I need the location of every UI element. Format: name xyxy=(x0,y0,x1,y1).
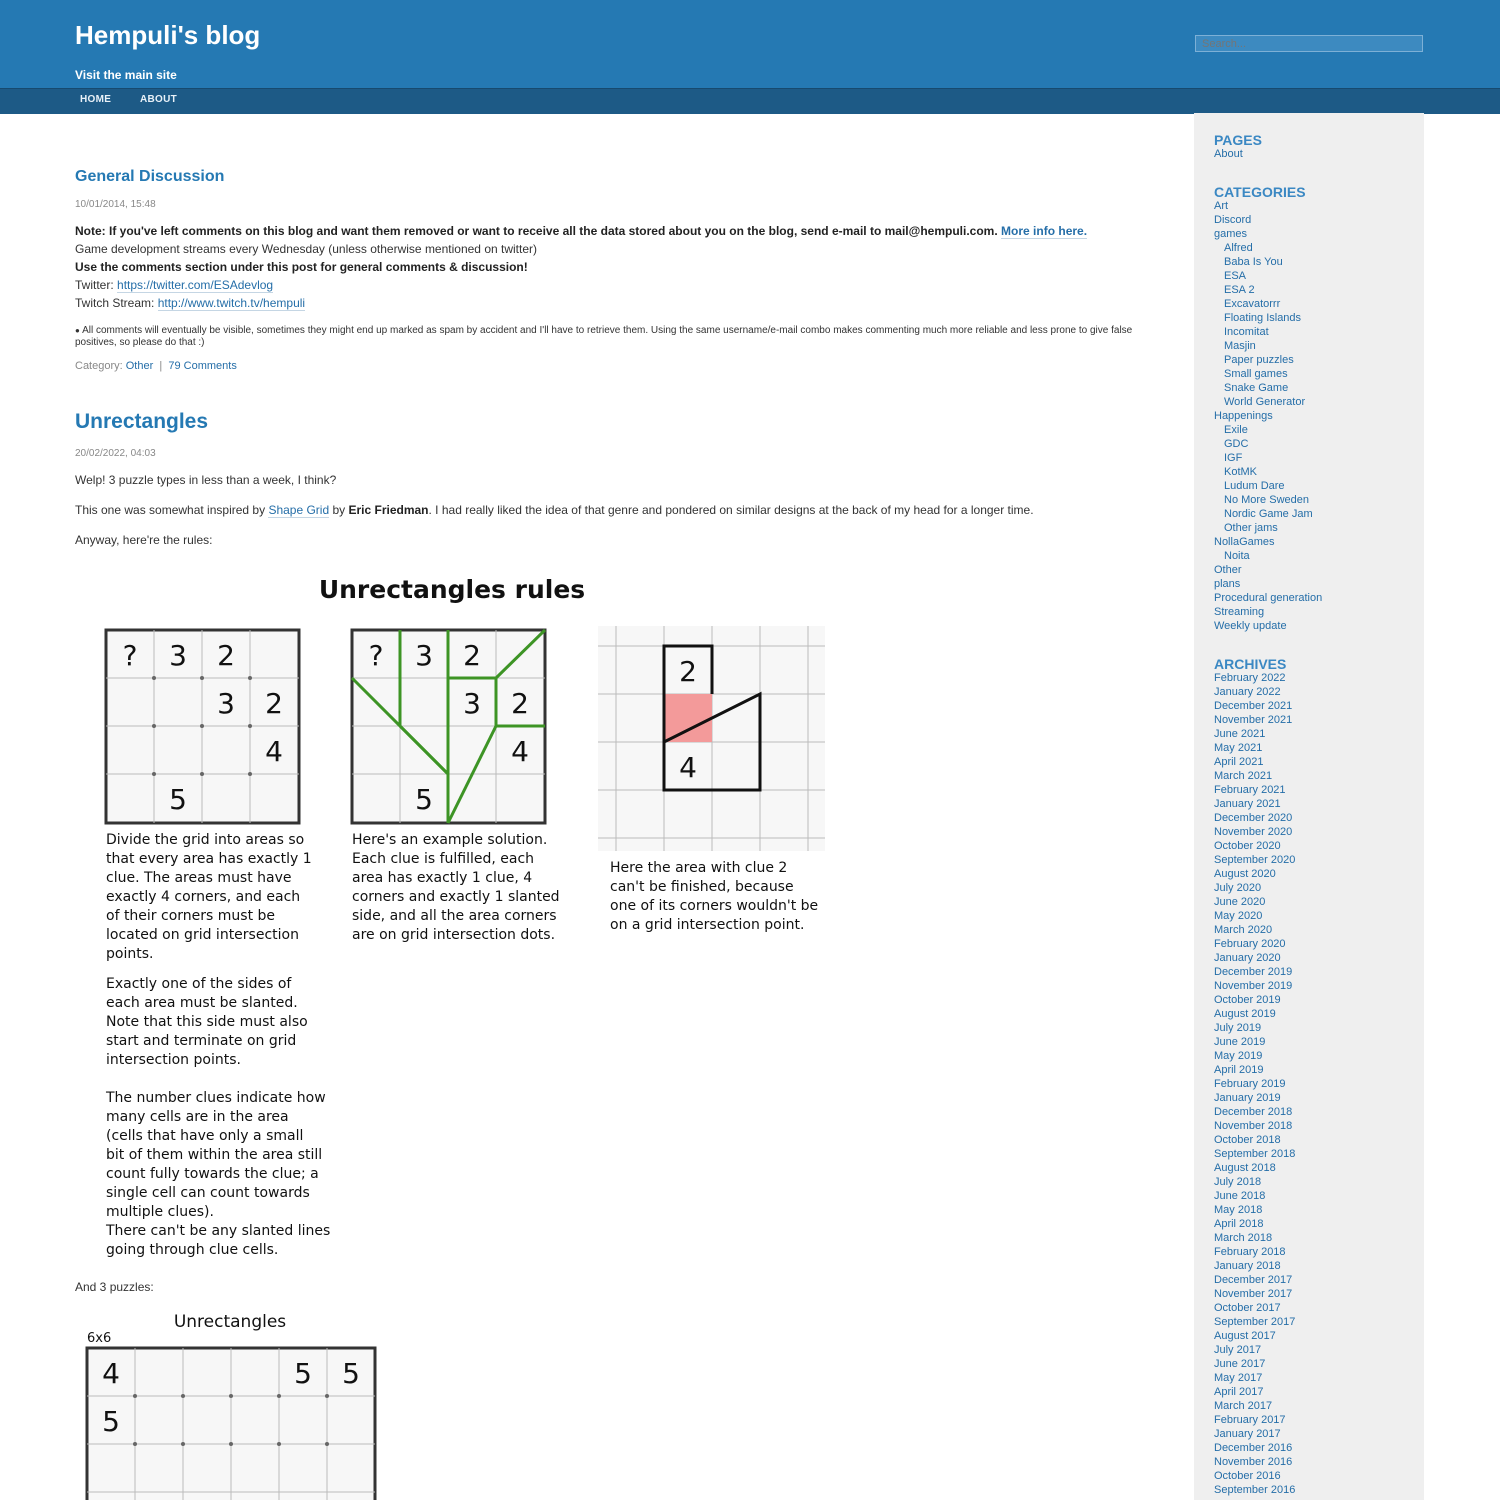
sidebar-category-link[interactable]: GDC xyxy=(1224,438,1249,450)
sidebar-archive-link[interactable]: July 2018 xyxy=(1214,1176,1262,1188)
post-paragraph: Anyway, here're the rules: xyxy=(75,533,213,547)
site-title[interactable]: Hempuli's blog xyxy=(75,20,261,50)
clue: 3 xyxy=(415,639,433,672)
sidebar-archive-link[interactable]: June 2019 xyxy=(1214,1036,1266,1048)
twitter-link[interactable]: https://twitter.com/ESAdevlog xyxy=(117,278,274,292)
sidebar-archive-link[interactable]: January 2017 xyxy=(1214,1428,1281,1440)
sidebar-archive-link[interactable]: August 2019 xyxy=(1214,1008,1276,1020)
clue: 5 xyxy=(102,1405,120,1438)
sidebar-category-link[interactable]: plans xyxy=(1214,578,1241,590)
nav-about[interactable]: ABOUT xyxy=(140,94,178,105)
clue: 2 xyxy=(265,687,283,720)
sidebar-archive-link[interactable]: February 2021 xyxy=(1214,784,1286,796)
sidebar-archive-link[interactable]: September 2017 xyxy=(1214,1316,1296,1328)
sidebar-category-link[interactable]: Snake Game xyxy=(1224,382,1289,394)
sidebar-archive-link[interactable]: May 2019 xyxy=(1214,1050,1263,1062)
sidebar-archive-link[interactable]: February 2022 xyxy=(1214,672,1286,684)
sidebar-category-link[interactable]: Art xyxy=(1214,200,1229,212)
sidebar-archive-link[interactable]: November 2019 xyxy=(1214,980,1293,992)
sidebar-category-link[interactable]: Exile xyxy=(1224,424,1248,436)
twitter-line: Twitter: https://twitter.com/ESAdevlog xyxy=(75,278,274,292)
sidebar-archive-link[interactable]: February 2019 xyxy=(1214,1078,1286,1090)
clue: ? xyxy=(368,639,384,672)
sidebar-archive-link[interactable]: July 2019 xyxy=(1214,1022,1262,1034)
sidebar-category-link[interactable]: World Generator xyxy=(1224,396,1306,408)
sidebar-archive-link[interactable]: October 2017 xyxy=(1214,1302,1281,1314)
rules-text-4: Here's an example solution. Each clue is fulfilled, each area has exactly 1 clue, 4 corners and exactly 1 slanted side, and all the area corners are on grid intersection dots. xyxy=(352,832,560,943)
post-title-unrectangles[interactable]: Unrectangles xyxy=(75,410,209,433)
sidebar-archive-link[interactable]: October 2019 xyxy=(1214,994,1281,1006)
rules-text-5: Here the area with clue 2 can't be finished, because one of its corners wouldn't be on a grid intersection point. xyxy=(610,860,819,933)
sidebar-archive-link[interactable]: May 2018 xyxy=(1214,1204,1263,1216)
sidebar-archive-link[interactable]: December 2018 xyxy=(1214,1106,1293,1118)
sidebar-category-link[interactable]: NollaGames xyxy=(1214,536,1275,548)
sidebar-archive-link[interactable]: August 2018 xyxy=(1214,1162,1276,1174)
sidebar-archive-link[interactable]: May 2020 xyxy=(1214,910,1263,922)
clue: ? xyxy=(122,639,138,672)
sidebar-archive-link[interactable]: January 2018 xyxy=(1214,1260,1281,1272)
sidebar-archive-link[interactable]: July 2020 xyxy=(1214,882,1262,894)
sidebar-archive-link[interactable]: January 2020 xyxy=(1214,952,1281,964)
sidebar-archive-link[interactable]: November 2018 xyxy=(1214,1120,1293,1132)
sidebar-archive-link[interactable]: October 2020 xyxy=(1214,840,1281,852)
sidebar-archive-link[interactable]: November 2016 xyxy=(1214,1456,1293,1468)
sidebar-archive-link[interactable]: June 2021 xyxy=(1214,728,1266,740)
sidebar-archive-link[interactable]: December 2016 xyxy=(1214,1442,1293,1454)
sidebar-archive-link[interactable]: February 2018 xyxy=(1214,1246,1286,1258)
sidebar-category-link[interactable]: Streaming xyxy=(1214,606,1265,618)
clue: 3 xyxy=(463,687,481,720)
sidebar-category-link[interactable]: IGF xyxy=(1224,452,1243,464)
clue: 5 xyxy=(415,783,433,816)
use-comments-text: Use the comments section under this post for general comments & discussion! xyxy=(75,260,528,274)
rules-heading: Unrectangles rules xyxy=(318,575,586,604)
clue: 4 xyxy=(679,751,697,784)
nav-home[interactable]: HOME xyxy=(80,94,112,105)
sidebar-category-link[interactable]: No More Sweden xyxy=(1224,494,1309,506)
shape-grid-link[interactable]: Shape Grid xyxy=(268,503,330,517)
twitch-line: Twitch Stream: http://www.twitch.tv/hempuli xyxy=(75,296,306,310)
list-item: ● All comments will eventually be visible, sometimes they might end up marked as spam by accident and I'll have to retrieve them. Using the same username/e-mail combo makes commenting much more reliable and less prone to give false positives, so please do that :) xyxy=(75,325,1133,348)
sidebar-archive-link[interactable]: November 2017 xyxy=(1214,1288,1293,1300)
sidebar-category-link[interactable]: Other xyxy=(1214,564,1242,576)
sidebar-category-link[interactable]: Nordic Game Jam xyxy=(1224,508,1313,520)
clue: 3 xyxy=(217,687,235,720)
sidebar-category-link[interactable]: KotMK xyxy=(1224,466,1258,478)
sidebar-archive-link[interactable]: October 2018 xyxy=(1214,1134,1281,1146)
more-info-link[interactable]: More info here. xyxy=(1001,224,1088,238)
clue: 2 xyxy=(463,639,481,672)
sidebar-archive-link[interactable]: September 2018 xyxy=(1214,1148,1296,1160)
sidebar-category-link[interactable]: Small games xyxy=(1224,368,1288,380)
sidebar-page-link[interactable]: About xyxy=(1214,148,1243,160)
sidebar-archive-link[interactable]: April 2017 xyxy=(1214,1386,1264,1398)
sidebar-category-link[interactable]: Excavatorrr xyxy=(1224,298,1281,310)
sidebar-category-link[interactable]: Noita xyxy=(1224,550,1250,562)
clue: 4 xyxy=(511,735,529,768)
post-paragraph: And 3 puzzles: xyxy=(75,1280,154,1294)
sidebar xyxy=(1194,113,1424,1500)
clue: 2 xyxy=(679,655,697,688)
sidebar-archive-link[interactable]: February 2017 xyxy=(1214,1414,1286,1426)
clue: 5 xyxy=(169,783,187,816)
sidebar-category-link[interactable]: Procedural generation xyxy=(1214,592,1323,604)
post-paragraph: This one was somewhat inspired by Shape Grid by Eric Friedman. I had really liked the idea of that genre and pondered on similar designs at the back of my head for a longer time. xyxy=(75,503,1034,517)
sidebar-archive-link[interactable]: February 2020 xyxy=(1214,938,1286,950)
clue: 5 xyxy=(294,1357,312,1390)
sidebar-archive-link[interactable]: April 2021 xyxy=(1214,756,1264,768)
sidebar-category-link[interactable]: Floating Islands xyxy=(1224,312,1302,324)
sidebar-category-link[interactable]: Ludum Dare xyxy=(1224,480,1285,492)
sidebar-category-link[interactable]: Discord xyxy=(1214,214,1252,226)
sidebar-category-link[interactable]: Baba Is You xyxy=(1224,256,1283,268)
clue: 2 xyxy=(217,639,235,672)
puzzle-size: 6x6 xyxy=(87,1331,112,1346)
rules-text-1: Divide the grid into areas so that every area has exactly 1 clue. The areas must have exactly 4 corners, and each of their corners must be located on grid intersection points. xyxy=(106,832,312,962)
clue: 3 xyxy=(169,639,187,672)
post-date: 20/02/2022, 04:03 xyxy=(75,448,156,459)
sidebar-category-link[interactable]: games xyxy=(1214,228,1248,240)
twitch-link[interactable]: http://www.twitch.tv/hempuli xyxy=(157,296,306,310)
sidebar-archive-link[interactable]: June 2018 xyxy=(1214,1190,1266,1202)
sidebar-archive-link[interactable]: November 2021 xyxy=(1214,714,1293,726)
sidebar-archive-link[interactable]: March 2018 xyxy=(1214,1232,1273,1244)
sidebar-archive-link[interactable]: December 2019 xyxy=(1214,966,1293,978)
sidebar-archive-link[interactable]: August 2017 xyxy=(1214,1330,1276,1342)
sidebar-category-link[interactable]: Paper puzzles xyxy=(1224,354,1294,366)
clue: 5 xyxy=(342,1357,360,1390)
clue: 2 xyxy=(511,687,529,720)
sidebar-archive-link[interactable]: December 2017 xyxy=(1214,1274,1293,1286)
post-paragraph: Welp! 3 puzzle types in less than a week, I think? xyxy=(75,473,337,487)
categories-heading: CATEGORIES xyxy=(1214,184,1306,200)
sidebar-archive-link[interactable]: August 2020 xyxy=(1214,868,1276,880)
clue: 4 xyxy=(102,1357,120,1390)
sidebar-category-link[interactable]: Weekly update xyxy=(1214,620,1287,632)
sidebar-archive-link[interactable]: September 2016 xyxy=(1214,1484,1296,1496)
puzzle-title: Unrectangles xyxy=(173,1312,287,1332)
category-link[interactable]: Other xyxy=(125,360,154,372)
sidebar-archive-link[interactable]: July 2017 xyxy=(1214,1344,1262,1356)
sidebar-category-link[interactable]: Happenings xyxy=(1214,410,1273,422)
note-text: Note: If you've left comments on this blog and want them removed or want to receive all the data stored about you on the blog, send e-mail to mail@hempuli.com. xyxy=(75,224,998,238)
sidebar-archive-link[interactable]: March 2020 xyxy=(1214,924,1273,936)
sidebar-archive-link[interactable]: December 2021 xyxy=(1214,700,1293,712)
sidebar-archive-link[interactable]: April 2018 xyxy=(1214,1218,1264,1230)
sidebar-archive-link[interactable]: September 2020 xyxy=(1214,854,1296,866)
sidebar-archive-link[interactable]: April 2019 xyxy=(1214,1064,1264,1076)
search-input[interactable] xyxy=(1195,35,1423,52)
puzzle-image xyxy=(0,1300,400,1500)
streams-text: Game development streams every Wednesday (unless otherwise mentioned on twitter) xyxy=(75,242,537,256)
sidebar-archive-link[interactable]: March 2021 xyxy=(1214,770,1273,782)
clue: 4 xyxy=(265,735,283,768)
sidebar-archive-link[interactable]: December 2020 xyxy=(1214,812,1293,824)
comments-link[interactable]: 79 Comments xyxy=(168,360,237,372)
post-title-general-discussion[interactable]: General Discussion xyxy=(75,168,225,185)
sidebar-archive-link[interactable]: January 2021 xyxy=(1214,798,1281,810)
sidebar-archive-link[interactable]: November 2020 xyxy=(1214,826,1293,838)
main-site-link[interactable]: Visit the main site xyxy=(75,68,177,82)
sidebar-category-link[interactable]: Other jams xyxy=(1224,522,1278,534)
sidebar-archive-link[interactable]: March 2017 xyxy=(1214,1400,1273,1412)
rules-grid-2 xyxy=(352,630,545,823)
rules-grid-1 xyxy=(106,630,299,823)
pages-heading: PAGES xyxy=(1214,132,1262,148)
sidebar-archive-link[interactable]: January 2022 xyxy=(1214,686,1281,698)
rules-grid-3 xyxy=(598,626,825,851)
sidebar-category-link[interactable]: ESA 2 xyxy=(1224,284,1255,296)
rules-text-2: Exactly one of the sides of each area must be slanted. Note that this side must also start and terminate on grid intersection points. xyxy=(106,976,308,1068)
sidebar-category-link[interactable]: Incomitat xyxy=(1224,326,1269,338)
post-footer: Category: Other | 79 Comments xyxy=(75,360,237,372)
rules-text-3: The number clues indicate how many cells are in the area (cells that have only a small bit of them within the area still count fully towards the clue; a single cell can count towards multiple clues). There can't be any slanted lines going through clue cells. xyxy=(106,1090,331,1258)
sidebar-archive-link[interactable]: October 2016 xyxy=(1214,1470,1281,1482)
sidebar-category-link[interactable]: Alfred xyxy=(1224,242,1253,254)
post-date: 10/01/2014, 15:48 xyxy=(75,199,156,210)
sidebar-archive-link[interactable]: June 2020 xyxy=(1214,896,1266,908)
sidebar-category-link[interactable]: Masjin xyxy=(1224,340,1256,352)
sidebar-archive-link[interactable]: June 2017 xyxy=(1214,1358,1266,1370)
sidebar-archive-link[interactable]: May 2021 xyxy=(1214,742,1263,754)
sidebar-archive-link[interactable]: January 2019 xyxy=(1214,1092,1281,1104)
archives-heading: ARCHIVES xyxy=(1214,656,1287,672)
sidebar-archive-link[interactable]: May 2017 xyxy=(1214,1372,1263,1384)
sidebar-category-link[interactable]: ESA xyxy=(1224,270,1247,282)
